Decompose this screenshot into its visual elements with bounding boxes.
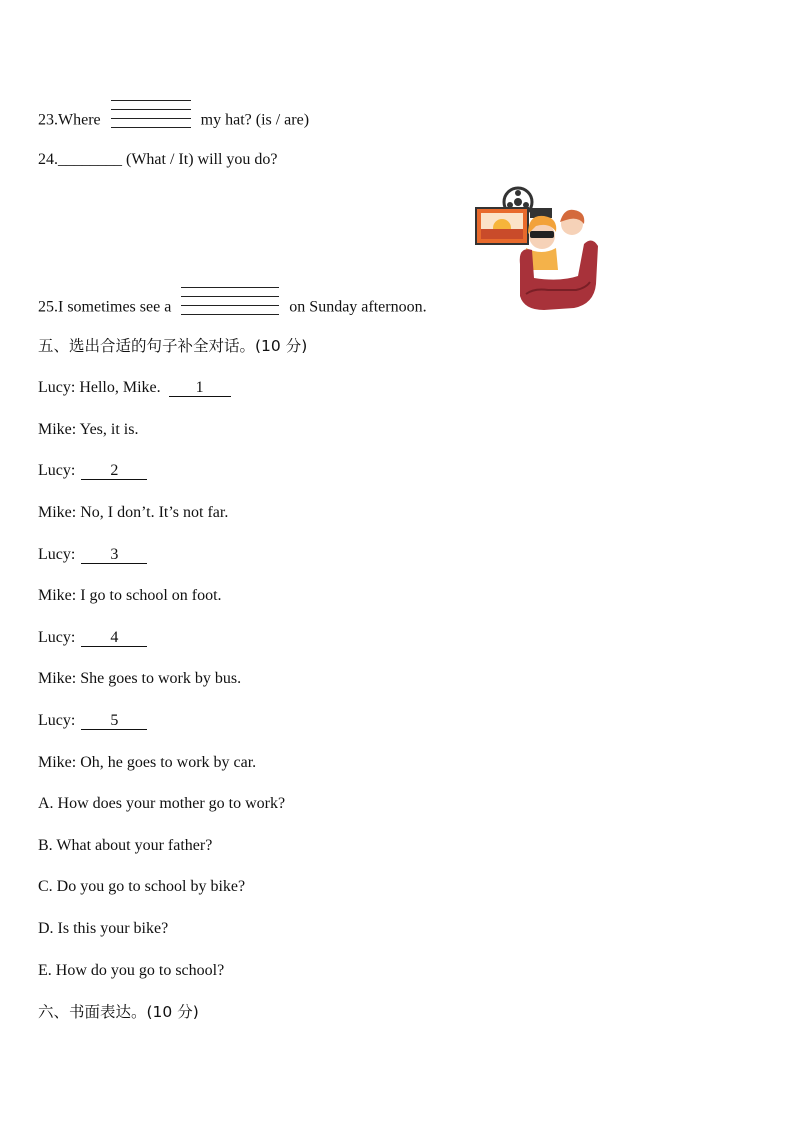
question-25	[38, 293, 427, 323]
answer-blank-5[interactable]: 5	[81, 713, 147, 730]
question-23-after: my hat? (is / are)	[200, 111, 310, 129]
option-e: E. How do you go to school?	[38, 962, 225, 979]
option-b: B. What about your father?	[38, 837, 213, 854]
question-24	[38, 150, 278, 170]
section-6-title: 六、书面表达。(10 分)	[38, 1003, 199, 1021]
answer-blank-1[interactable]: 1	[169, 380, 231, 397]
speaker: Mike:	[38, 670, 77, 687]
cinema-film-icon	[474, 186, 600, 317]
dialogue-line	[38, 711, 147, 731]
dialogue-line	[38, 753, 256, 773]
dialogue-line	[38, 586, 222, 606]
option-a: A. How does your mother go to work?	[38, 795, 286, 812]
dialogue-text: Hello, Mike.	[79, 379, 161, 396]
dialogue-text: I go to school on foot.	[80, 587, 222, 604]
speaker: Mike:	[38, 587, 77, 604]
speaker: Lucy:	[38, 462, 76, 479]
answer-blank-2[interactable]: 2	[81, 463, 147, 480]
answer-lines-25[interactable]	[181, 287, 279, 317]
speaker: Mike:	[38, 754, 77, 771]
question-25-number: 25.	[38, 298, 58, 316]
dialogue-text: Yes, it is.	[79, 421, 139, 438]
dialogue-line	[38, 545, 147, 565]
question-25-before: I sometimes see a	[58, 298, 172, 316]
question-23-before: Where	[58, 111, 101, 129]
speaker: Lucy:	[38, 629, 76, 646]
section-5-title: 五、选出合适的句子补全对话。(10 分)	[38, 337, 308, 355]
dialogue-text: She goes to work by bus.	[80, 670, 242, 687]
answer-blank-3[interactable]: 3	[81, 547, 147, 564]
question-24-number: 24.	[38, 151, 58, 168]
question-23-number: 23.	[38, 111, 58, 129]
dialogue-line	[38, 420, 138, 440]
question-25-after: on Sunday afternoon.	[289, 298, 427, 316]
answer-lines-23[interactable]	[111, 100, 191, 130]
dialogue-line	[38, 503, 228, 523]
answer-blank-4[interactable]: 4	[81, 630, 147, 647]
dialogue-line	[38, 378, 231, 398]
speaker: Mike:	[38, 504, 77, 521]
dialogue-text: No, I don’t. It’s not far.	[80, 504, 229, 521]
option-d: D. Is this your bike?	[38, 920, 169, 937]
question-24-blank[interactable]: ________	[58, 151, 122, 168]
dialogue-line	[38, 669, 241, 689]
speaker: Lucy:	[38, 712, 76, 729]
speaker: Mike:	[38, 421, 77, 438]
speaker: Lucy:	[38, 379, 76, 396]
dialogue-text: Oh, he goes to work by car.	[80, 754, 257, 771]
dialogue-line	[38, 628, 147, 648]
dialogue-line	[38, 461, 147, 481]
speaker: Lucy:	[38, 546, 76, 563]
option-c: C. Do you go to school by bike?	[38, 878, 246, 895]
question-23	[38, 106, 309, 136]
question-24-after: (What / It) will you do?	[126, 151, 278, 168]
